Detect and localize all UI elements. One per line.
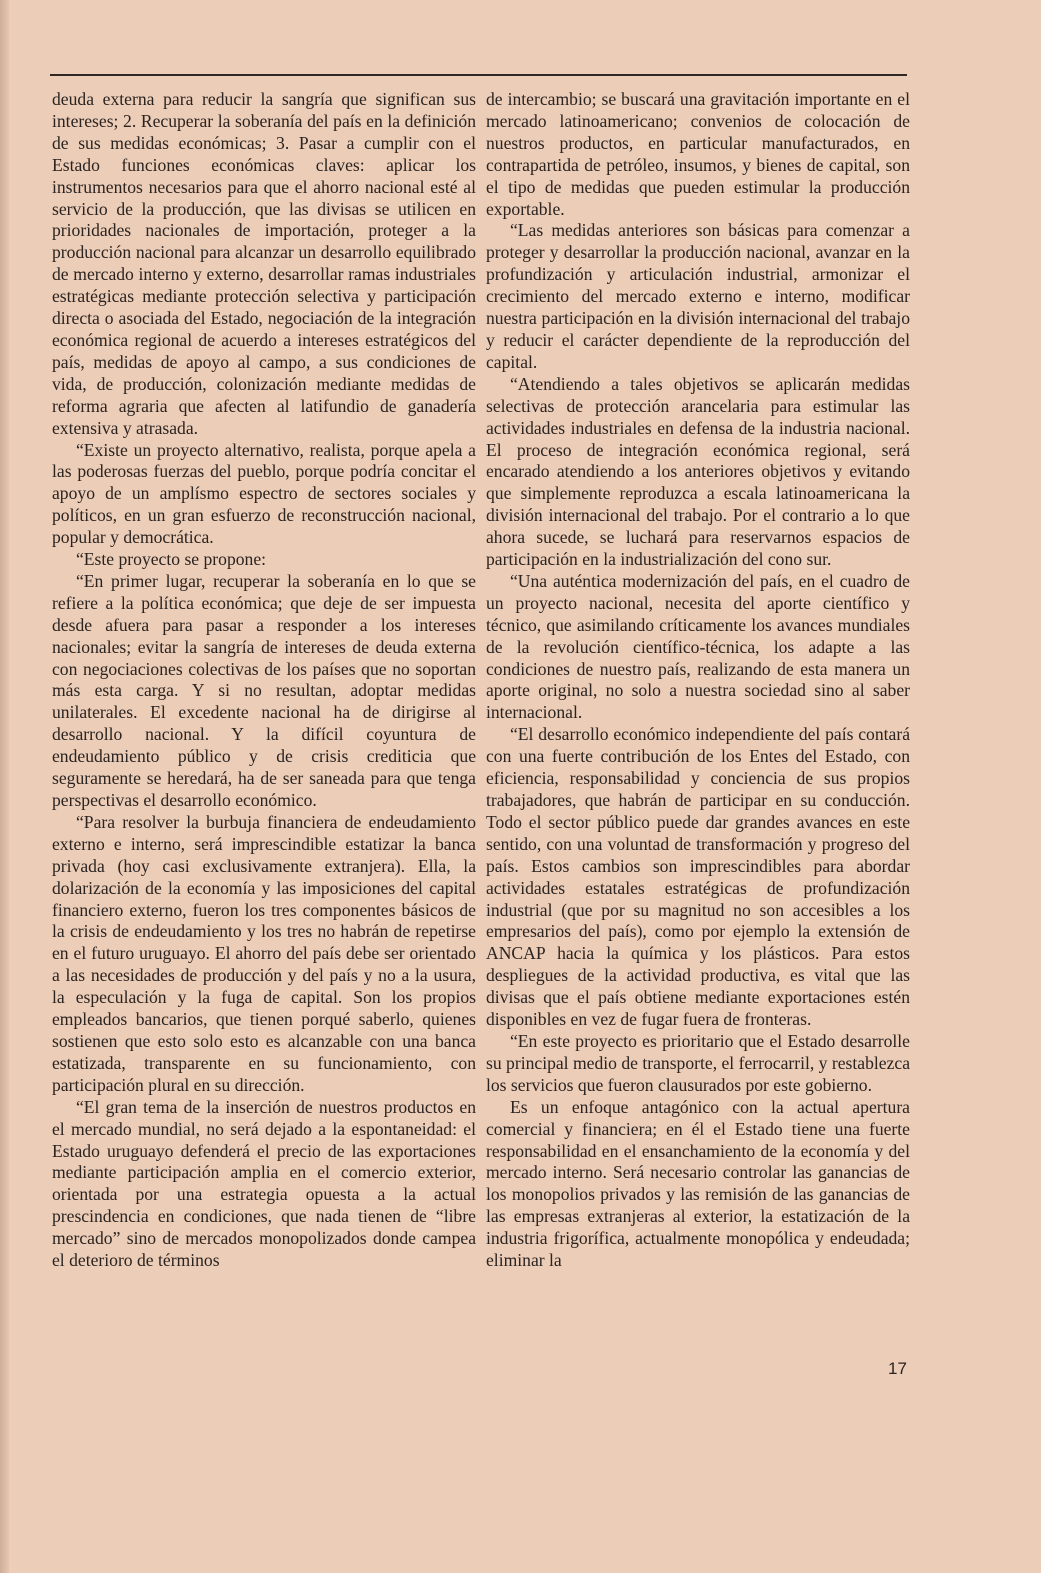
page-number: 17 — [888, 1359, 907, 1378]
top-rule — [50, 74, 907, 76]
paragraph: deuda externa para reducir la sangría que significan sus intereses; 2. Recuperar la soberanía del país en la definición de sus medidas económicas; 3. Pasar a cumplir con el Estado funciones económicas claves: aplicar los instrumentos necesarios para que el ahorro nacional esté al servicio de la producción, que las divisas se utilicen en prioridades nacionales de importación, proteger a la producción nacional para alcanzar un desarrollo equilibrado de mercado interno y externo, desarrollar ramas industriales estratégicas mediante protección selectiva y participación directa o asociada del Estado, negociación de la integración económica regional de acuerdo a intereses estratégicos del país, medidas de apoyo al campo, a sus condiciones de vida, de producción, colonización mediante medidas de reforma agraria que afecten al latifundio de ganadería extensiva y atrasada. — [52, 89, 476, 438]
right-column — [486, 89, 910, 1272]
paragraph: “En primer lugar, recuperar la soberanía en lo que se refiere a la política económica; que deje de ser impuesta desde afuera para pasar a responder a los intereses nacionales; evitar la sangría de intereses de deuda externa con negociaciones colectivas de los países que no soportan más esta carga. Y si no resultan, adoptar medidas unilaterales. El excedente nacional ha de dirigirse al desarrollo nacional. Y la difícil coyuntura de endeudamiento público y de crisis crediticia que seguramente se heredará, ha de ser saneada para que tenga perspectivas el desarrollo económico. — [52, 570, 476, 810]
paragraph: Es un enfoque antagónico con la actual apertura comercial y financiera; en él el Estado tiene una fuerte responsabilidad en el ensanchamiento de la economía y del mercado interno. Será necesario controlar las ganancias de los monopolios privados y las remisión de las ganancias de las empresas extranjeras al exterior, la estatización de la industria frigorífica, actualmente monopólica y endeudada; eliminar la — [486, 1096, 910, 1271]
paragraph: “Una auténtica modernización del país, en el cuadro de un proyecto nacional, necesita del aporte científico y técnico, que asimilando críticamente los avances mundiales de la revolución científico-técnica, los adapte a las condiciones de nuestro país, realizando de esta manera un aporte original, no solo a nuestra sociedad sino al saber internacional. — [486, 570, 910, 723]
paragraph: “El gran tema de la inserción de nuestros productos en el mercado mundial, no será dejado a la espontaneidad: el Estado uruguayo defenderá el precio de las exportaciones mediante participación amplia en el comercio exterior, orientada por una estrategia opuesta a la actual prescindencia en condiciones, que nada tienen de “libre mercado” sino de mercados monopolizados donde campea el deterioro de términos — [52, 1096, 476, 1271]
paragraph: “Existe un proyecto alternativo, realista, porque apela a las poderosas fuerzas del pueblo, porque podría concitar el apoyo de un amplísmo espectro de sectores sociales y políticos, en un gran esfuerzo de reconstrucción nacional, popular y democrática. — [52, 439, 476, 548]
paragraph: “En este proyecto es prioritario que el Estado desarrolle su principal medio de transporte, el ferrocarril, y restablezca los servicios que fueron clausurados por este gobierno. — [486, 1030, 911, 1095]
paragraph: “Atendiendo a tales objetivos se aplicarán medidas selectivas de protección arancelaria para estimular las actividades industriales en defensa de la industria nacional. El proceso de integración económica regional, será encarado atendiendo a los anteriores objetivos y evitando que simplemente reproduzca a escala latinoamericana la división internacional del trabajo. Por el contrario a lo que ahora sucede, se luchará para reservarnos espacios de participación en la industrialización del cono sur. — [486, 373, 910, 570]
paragraph: “Para resolver la burbuja financiera de endeudamiento externo e interno, será imprescindible estatizar la banca privada (hoy casi exclusivamente extranjera). Ella, la dolarización de la economía y las imposiciones del capital financiero externo, fueron los tres componentes básicos de la crisis de endeudamiento y los tres no habrán de repetirse en el futuro uruguayo. El ahorro del país debe ser orientado a las necesidades de producción y del país y no a la usura, la especulación y la fuga de capital. Son los propios empleados bancarios, que tienen porqué saberlo, quienes sostienen que esto solo esto es alcanzable con una banca estatizada, transparente en su funcionamiento, con participación plural en su dirección. — [52, 811, 476, 1095]
page-edge — [0, 0, 9, 1573]
paragraph: “Las medidas anteriores son básicas para comenzar a proteger y desarrollar la producción nacional, avanzar en la profundización y articulación industrial, armonizar el crecimiento del mercado externo e interno, modificar nuestra participación en la división internacional del trabajo y reducir el carácter dependiente de la reproducción del capital. — [486, 220, 910, 372]
paragraph: “El desarrollo económico independiente del país contará con una fuerte contribución de los Entes del Estado, con eficiencia, responsabilidad y conciencia de sus propios trabajadores, que habrán de participar en su conducción. Todo el sector público puede dar grandes avances en este sentido, con una voluntad de transformación y progreso del país. Estos cambios son imprescindibles para abordar actividades estatales estratégicas de profundización industrial (que por su magnitud no son accesibles a los empresarios del país), como por ejemplo la extensión de ANCAP hacia la química y los plásticos. Para estos despliegues de la actividad productiva, es vital que las divisas que el país obtiene mediante exportaciones estén disponibles en vez de fugar fuera de fronteras. — [486, 724, 910, 1030]
paragraph: “Este proyecto se propone: — [76, 549, 267, 570]
paragraph: de intercambio; se buscará una gravitación importante en el mercado latinoamericano; convenios de colocación de nuestros productos, en particular manufacturados, en contrapartida de petróleo, insumos, y bienes de capital, son el tipo de medidas que pueden estimular la producción exportable. — [486, 89, 910, 219]
left-column — [52, 89, 476, 1272]
